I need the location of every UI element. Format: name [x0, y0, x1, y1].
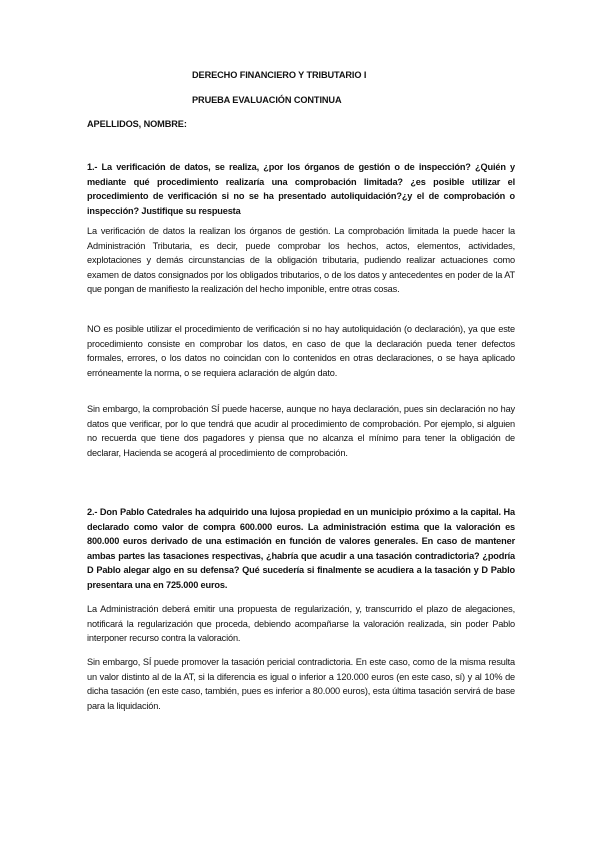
answer-1-paragraph-3: Sin embargo, la comprobación SÍ puede hacerse, aunque no haya declaración, pues sin declaración no hay datos que verificar, por lo que tendrá que acudir al procedimiento de comprobación. Por ejemplo, si alguien no recuerda que tiene dos pagadores y piensa que no alcanza el mínimo para tener la obligación de declarar, Hacienda se acogerá al procedimiento de comprobación. [87, 404, 515, 458]
course-title: DERECHO FINANCIERO Y TRIBUTARIO I [192, 70, 367, 80]
answer-1-paragraph-1: La verificación de datos la realizan los órganos de gestión. La comprobación limitada la puede hacer la Administración Tributaria, es decir, puede comprobar los hechos, actos, elementos, actividades, explotaciones y demás circunstancias de la obligación tributaria, pudiendo realizar actuaciones como examen de datos consignados por los obligados tributarios, o de los datos y antecedentes en poder de la AT que pongan de manifiesto la realización del hecho imponible, entre otras cosas. [87, 226, 515, 295]
answer-2-paragraph-2: Sin embargo, SÍ puede promover la tasación pericial contradictoria. En este caso, como de la misma resulta un valor distinto al de la AT, si la diferencia es igual o inferior a 120.000 euros (en este caso, sí) y al 10% de dicha tasación (en este caso, también, pues es inferior a 80.000 euros), esta última tasación servirá de base para la liquidación. [87, 657, 515, 711]
answer-2-paragraph-1: La Administración deberá emitir una propuesta de regularización, y, transcurrido el plazo de alegaciones, notificará la regularización que proceda, debiendo acompañarse la valoración realizada, sin poder Pablo interponer recurso contra la valoración. [87, 604, 515, 644]
names-label: APELLIDOS, NOMBRE: [87, 119, 187, 129]
question-1: 1.- La verificación de datos, se realiza, ¿por los órganos de gestión o de inspección? ¿Quién y mediante qué procedimiento realizaría una comprobación limitada? ¿es posible utilizar el procedimiento de verificación si no se ha presentado autoliquidación?¿y el de comprobación o inspección? Justifique su respuesta [87, 162, 515, 216]
question-2: 2.- Don Pablo Catedrales ha adquirido una lujosa propiedad en un municipio próximo a la capital. Ha declarado como valor de compra 600.000 euros. La administración estima que la valoración es 800.000 euros derivado de una estimación en función de valores generales. En caso de mantener ambas partes las tasaciones respectivas, ¿habría que acudir a una tasación contradictoria? ¿podría D Pablo alegar algo en su defensa? Qué sucedería si finalmente se acudiera a la tasación y D Pablo presentara una en 725.000 euros. [87, 507, 515, 590]
answer-1-paragraph-2: NO es posible utilizar el procedimiento de verificación si no hay autoliquidación (o declaración), ya que este procedimiento consiste en comprobar los datos, en caso de que la declaración pueda tener defectos formales, errores, o los datos no coincidan con lo contenidos en otras declaraciones, o se haya aplicado erróneamente la norma, o se requiera aclaración de algún dato. [87, 324, 515, 378]
exam-title: PRUEBA EVALUACIÓN CONTINUA [192, 95, 342, 105]
